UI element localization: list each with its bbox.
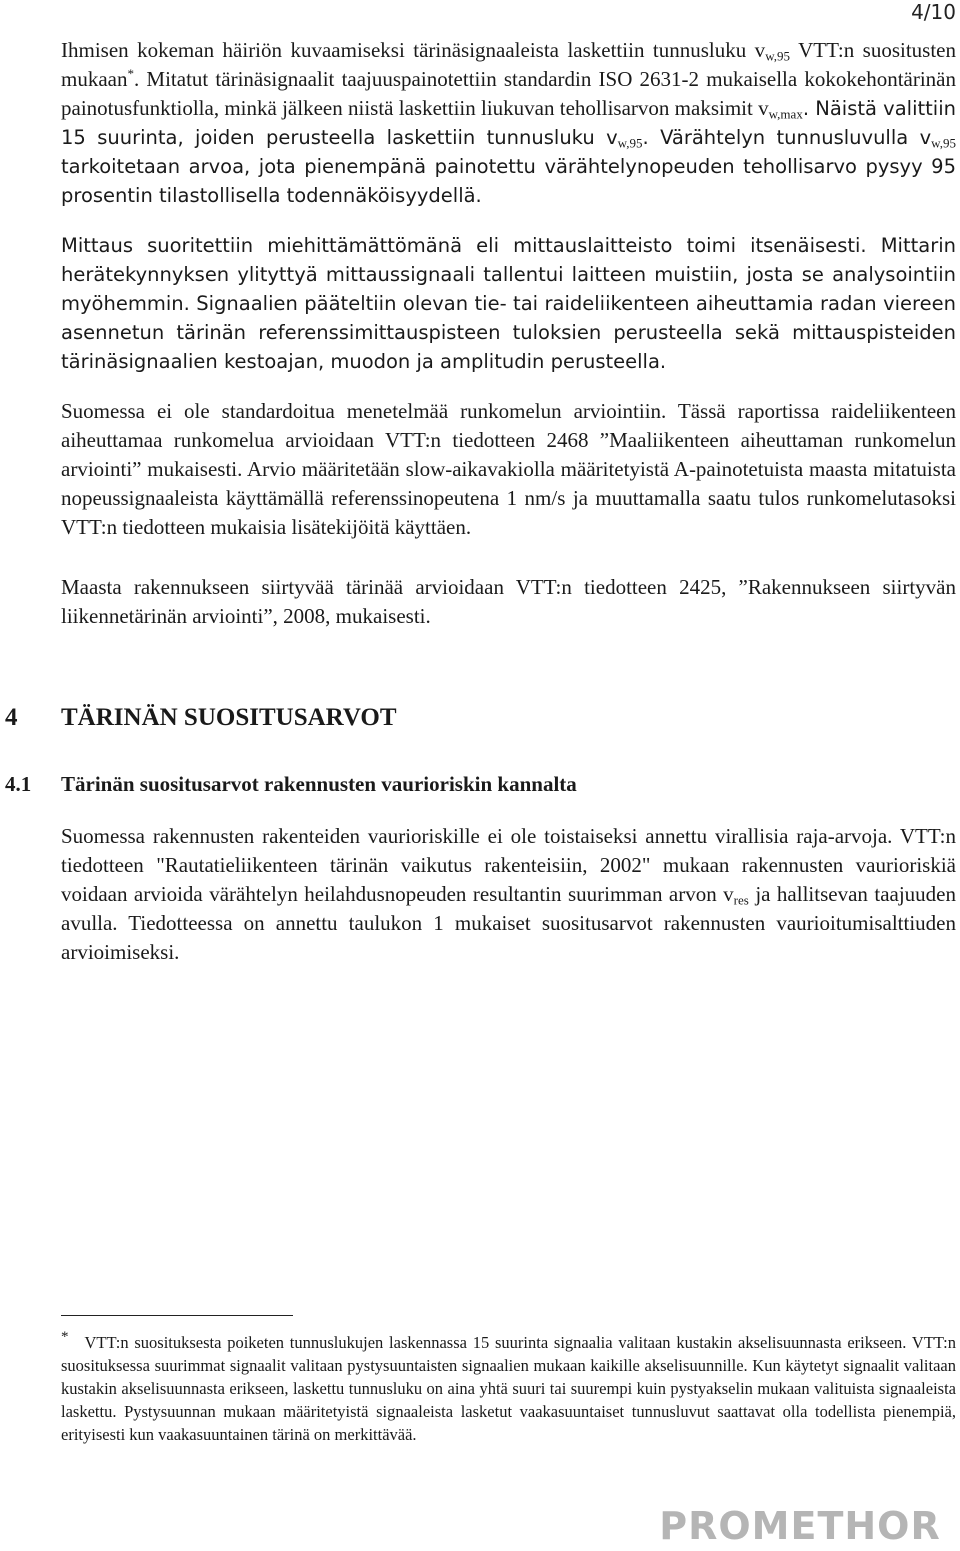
footnote-text: VTT:n suosituksesta poiketen tunnuslukujen laskennassa 15 suurinta signaalia valitaan kustakin akselisuunnasta erikseen. VTT:n suosituksessa suurimmat signaalit valitaan pystysuuntaisten signaalien mukaan kaikille akselisuunnille. Kun käytetyt signaalit valitaan kustakin akselisuunnasta erikseen, laskettu tunnusluku on aina yhtä suuri tai suurempi kuin pystyakselin mukaan valituista signaaleista laskettu. Pystysuunnan mukaan määritetyistä signaaleista lasketut vaakasuuntaiset tunnusluvut saattavat olla todellista pienempiä, erityisesti kun vaakasuuntainen tärinä on merkittävää. — [61, 1332, 956, 1444]
page-number: 4/10 — [911, 0, 956, 24]
section-number: 4 — [5, 704, 18, 731]
subsection-number: 4.1 — [5, 772, 32, 796]
subsection-heading — [5, 772, 577, 797]
text-run: tarkoitetaan arvoa, jota pienempänä painotettu värähtelynopeuden tehollisarvo pysyy 95 prosentin tilastollisella todennäköisyydellä. — [61, 155, 956, 207]
logo-text: PROMETHOR — [659, 1504, 941, 1547]
subsection-title: Tärinän suositusarvot rakennusten vaurioriskin kannalta — [61, 772, 577, 796]
subscript: w,max — [768, 106, 803, 122]
paragraph-building-transfer: Maasta rakennukseen siirtyvää tärinää arvioidaan VTT:n tiedotteen 2425, ”Rakennukseen siirtyvän liikennetärinän arviointi”, 2008, mukaisesti. — [61, 575, 956, 628]
subscript: w,95 — [931, 135, 956, 151]
text-run: Suomessa rakennusten rakenteiden vaurioriskille ei ole toistaiseksi annettu virallisia raja-arvoja. VTT:n tiedotteen "Rautatieliikenteen tärinän vaikutus rakenteisiin, 2002" mukaan rakennusten vaurioriskiä voidaan arvioida värähtelyn heilahdusnopeuden resultantin suurimman arvon v — [61, 824, 956, 906]
footnote-ref: * — [127, 66, 134, 81]
paragraph-measurement: Mittaus suoritettiin miehittämättömänä eli mittauslaitteisto toimi itsenäisesti. Mittarin herätekynnyksen ylityttyä mittaussignaali tallentui laitteen muistiin, josta se analysointiin myöhemmin. Signaalien pääteltiin olevan tie- tai raideliikenteen aiheuttamia radan viereen asennetun tärinän referenssimittauspisteen tuloksien perusteella sekä mittauspisteiden tärinäsignaalien kestoajan, muodon ja amplitudin perusteella. — [61, 234, 956, 373]
text-run: Ihmisen kokeman häiriön kuvaamiseksi tärinäsignaaleista laskettiin tunnusluku v — [61, 38, 766, 62]
paragraph-structure-borne-noise: Suomessa ei ole standardoitua menetelmää runkomelun arviointiin. Tässä raportissa raideliikenteen aiheuttamaa runkomelua arvioidaan VTT:n tiedotteen 2468 ”Maaliikenteen aiheuttaman runkomelun arviointi” mukaisesti. Arvio määritetään slow-aikavakiolla määritetyistä A-painotetuista maasta mitatuista nopeussignaaleista käyttämällä referenssinopeutena 1 nm/s ja muuttamalla saatu tulos runkomelutasoksi VTT:n tiedotteen mukaisia lisätekijöitä käyttäen. — [61, 399, 956, 539]
footnote-mark: * — [61, 1329, 69, 1345]
section-heading — [5, 704, 397, 732]
text-run: . Värähtelyn tunnusluvulla v — [642, 126, 932, 149]
subscript: w,95 — [617, 135, 643, 151]
paragraph-vibration-index — [61, 36, 956, 210]
intro-section — [61, 36, 956, 652]
paragraph-damage-risk — [61, 822, 956, 967]
text-run: . Mitatut tärinäsignaalit taajuuspainotettiin standardin ISO 2631-2 mukaisella kokokehontärinän painotusfunktiolla, minkä jälkeen niistä laskettiin liukuvan tehollisarvon maksimit v — [61, 67, 956, 120]
text-run: ja hallitsevan taajuuden avulla. Tiedotteessa on annettu taulukon 1 mukaiset suositusarvot rakennusten vaurioitumisalttiuden arvioimiseksi. — [61, 882, 956, 964]
text-run: VTT:n suositusten mukaan — [61, 38, 956, 91]
subscript: w,95 — [765, 48, 791, 64]
subscript: res — [733, 892, 749, 908]
subsection-body — [61, 822, 956, 988]
text-run: . Näistä valittiin 15 suurinta, joiden perusteella laskettiin tunnusluku v — [61, 97, 956, 149]
footnote — [61, 1326, 956, 1446]
section-title: TÄRINÄN SUOSITUSARVOT — [61, 704, 397, 731]
promethor-logo — [644, 1501, 956, 1547]
footnote-divider — [61, 1315, 293, 1316]
